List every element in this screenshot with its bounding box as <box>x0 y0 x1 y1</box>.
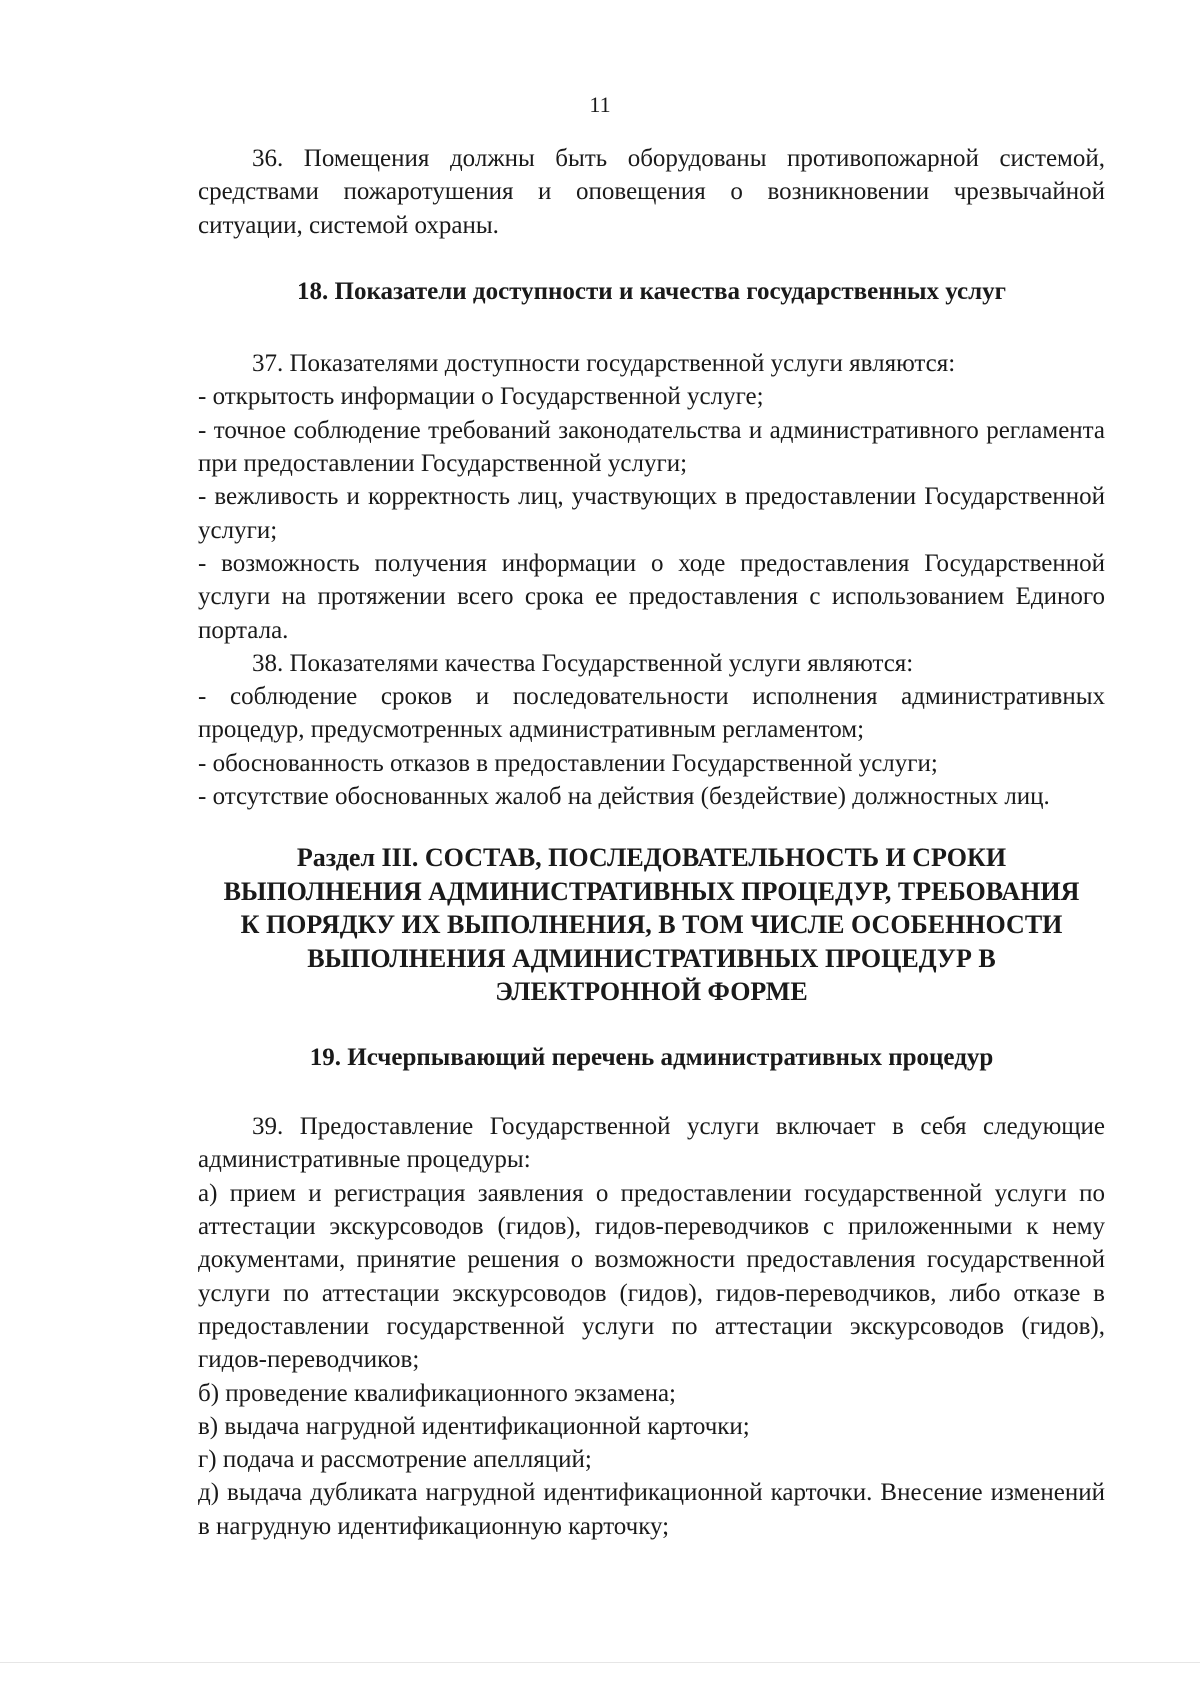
list-item: - вежливость и корректность лиц, участвующих в предоставлении Государственной услуги; <box>198 483 1105 544</box>
list-item: б) проведение квалификационного экзамена; <box>198 1379 677 1407</box>
section-3-heading-line: Раздел III. СОСТАВ, ПОСЛЕДОВАТЕЛЬНОСТЬ И СРОКИ <box>296 843 1007 873</box>
section-3-heading-line: ВЫПОЛНЕНИЯ АДМИНИСТРАТИВНЫХ ПРОЦЕДУР, ТРЕБОВАНИЯ <box>223 876 1080 906</box>
list-item: - отсутствие обоснованных жалоб на действия (бездействие) должностных лиц. <box>198 783 1050 811</box>
paragraph-39: 39. Предоставление Государственной услуги включает в себя следующие административные процедуры: <box>198 1113 1105 1174</box>
list-item: в) выдача нагрудной идентификационной карточки; <box>198 1412 750 1440</box>
list-item: - соблюдение сроков и последовательности исполнения административных процедур, предусмотренных административным регламентом; <box>198 683 1105 744</box>
scan-artifact-line <box>0 1662 1200 1663</box>
paragraph-36: 36. Помещения должны быть оборудованы противопожарной системой, средствами пожаротушения и оповещения о возникновении чрезвычайной ситуации, системой охраны. <box>198 145 1105 239</box>
section-3-heading-line: ВЫПОЛНЕНИЯ АДМИНИСТРАТИВНЫХ ПРОЦЕДУР В <box>307 943 996 973</box>
section-3-heading-line: К ПОРЯДКУ ИХ ВЫПОЛНЕНИЯ, В ТОМ ЧИСЛЕ ОСОБЕННОСТИ <box>240 910 1063 940</box>
page-number: 11 <box>589 92 611 117</box>
heading-18: 18. Показатели доступности и качества государственных услуг <box>297 277 1006 305</box>
list-item: - точное соблюдение требований законодательства и административного регламента при предоставлении Государственной услуги; <box>198 416 1105 478</box>
list-item: г) подача и рассмотрение апелляций; <box>198 1446 592 1474</box>
list-item: д) выдача дубликата нагрудной идентификационной карточки. Внесение изменений в нагрудную идентификационную карточку; <box>198 1479 1105 1540</box>
list-item: - обоснованность отказов в предоставлении Государственной услуги; <box>198 749 938 777</box>
list-item: а) прием и регистрация заявления о предоставлении государственной услуги по аттестации экскурсоводов (гидов), гидов-переводчиков с приложенными к нему документами, принятие решения о возможности предоставления государственной услуги по аттестации экскурсоводов (гидов), гидов-переводчиков, либо отказе в предоставлении государственной услуги по аттестации экскурсоводов (гидов), гидов-переводчиков; <box>198 1179 1105 1374</box>
list-item: - открытость информации о Государственной услуге; <box>198 383 764 411</box>
section-3-heading-line: ЭЛЕКТРОННОЙ ФОРМЕ <box>495 977 808 1007</box>
document-body <box>198 142 1105 1543</box>
heading-19: 19. Исчерпывающий перечень административных процедур <box>309 1043 994 1071</box>
paragraph-38: 38. Показателями качества Государственной услуги являются: <box>252 649 914 677</box>
list-item: - возможность получения информации о ходе предоставления Государственной услуги на протяжении всего срока ее предоставления с использованием Единого портала. <box>198 549 1105 644</box>
section-3-heading <box>198 841 1105 1009</box>
paragraph-37: 37. Показателями доступности государственной услуги являются: <box>252 350 956 378</box>
